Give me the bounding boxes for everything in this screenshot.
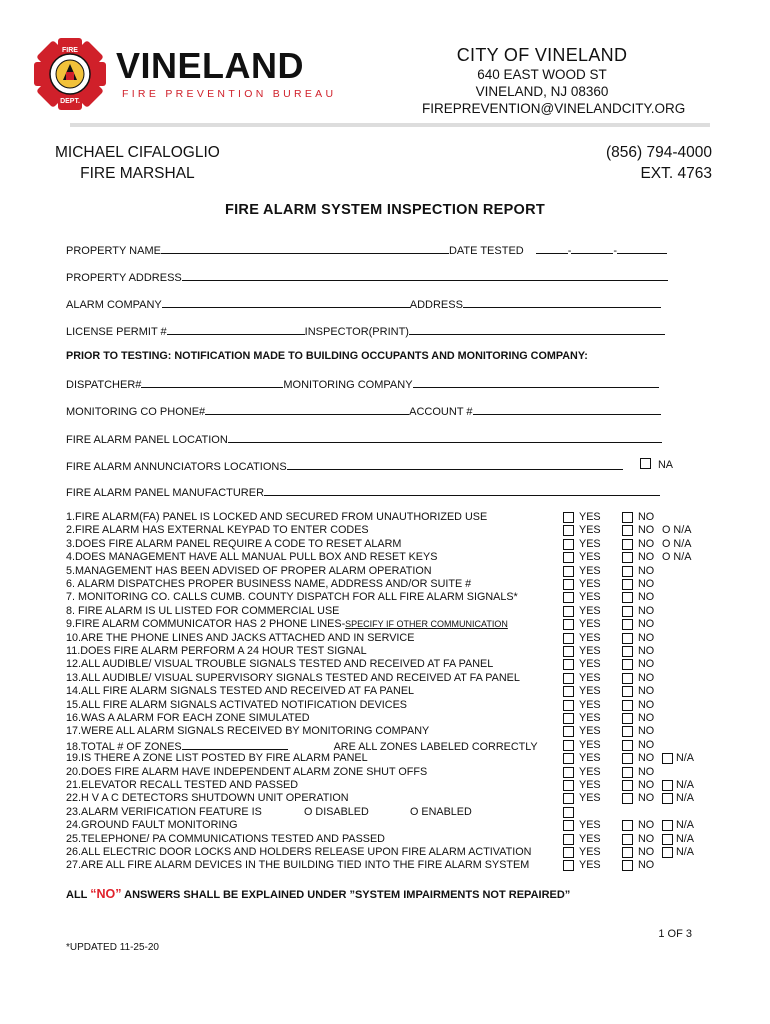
yes-checkbox[interactable] (563, 646, 574, 657)
marshal-name: MICHAEL CIFALOGLIO (55, 144, 220, 161)
question-row (66, 685, 414, 697)
no-label: NO (638, 792, 655, 804)
question-row (66, 779, 298, 791)
yes-checkbox[interactable] (563, 633, 574, 644)
no-label: NO (638, 605, 655, 617)
question-row (66, 739, 538, 753)
yes-label: YES (579, 819, 601, 831)
phone-number: (856) 794-4000 (606, 144, 712, 161)
yes-label: YES (579, 632, 601, 644)
no-checkbox[interactable] (622, 525, 633, 536)
yes-label: YES (579, 779, 601, 791)
license-permit-field[interactable] (167, 324, 305, 335)
yes-label: YES (579, 833, 601, 845)
yes-checkbox[interactable] (563, 753, 574, 764)
no-label: NO (638, 632, 655, 644)
no-label: NO (638, 672, 655, 684)
panel-location-label: FIRE ALARM PANEL LOCATION (66, 434, 228, 446)
no-checkbox[interactable] (622, 860, 633, 871)
question-row (66, 792, 349, 804)
manufacturer-label: FIRE ALARM PANEL MANUFACTURER (66, 487, 265, 499)
yes-checkbox[interactable] (563, 847, 574, 858)
question-text: 15.ALL FIRE ALARM SIGNALS ACTIVATED NOTIFICATION DEVICES (66, 699, 407, 711)
question-row (66, 819, 238, 831)
account-label: ACCOUNT # (409, 406, 473, 418)
question-text: 2.FIRE ALARM HAS EXTERNAL KEYPAD TO ENTER CODES (66, 524, 369, 536)
yes-label: YES (579, 792, 601, 804)
annunciators-field[interactable] (287, 459, 623, 470)
yes-label: YES (579, 591, 601, 603)
question-row (66, 833, 385, 845)
question-row (66, 645, 367, 657)
yes-checkbox[interactable] (563, 606, 574, 617)
question-tail: ARE ALL ZONES LABELED CORRECTLY (333, 741, 538, 753)
no-checkbox[interactable] (622, 753, 633, 764)
yes-checkbox[interactable] (563, 726, 574, 737)
yes-label: YES (579, 578, 601, 590)
question-text: 8. FIRE ALARM IS UL LISTED FOR COMMERCIAL USE (66, 605, 340, 617)
question-row (66, 806, 472, 818)
no-label: NO (638, 551, 655, 563)
property-address-label: PROPERTY ADDRESS (66, 272, 182, 284)
yes-checkbox[interactable] (563, 619, 574, 630)
no-checkbox[interactable] (622, 659, 633, 670)
question-row (66, 712, 310, 724)
yes-label: YES (579, 658, 601, 670)
na-label: N/A (676, 846, 694, 858)
question-text: 14.ALL FIRE ALARM SIGNALS TESTED AND RECEIVED AT FA PANEL (66, 685, 415, 697)
yes-checkbox[interactable] (563, 566, 574, 577)
question-text: 7. MONITORING CO. CALLS CUMB. COUNTY DISPATCH FOR ALL FIRE ALARM SIGNALS* (66, 591, 518, 603)
address-label: ADDRESS (409, 299, 463, 311)
yes-label: YES (579, 712, 601, 724)
question-row (66, 658, 493, 670)
question-text: 3.DOES FIRE ALARM PANEL REQUIRE A CODE TO RESET ALARM (66, 538, 402, 550)
question-row (66, 605, 339, 617)
yes-checkbox[interactable] (563, 767, 574, 778)
no-label: NO (638, 645, 655, 657)
question-text: 22.H V A C DETECTORS SHUTDOWN UNIT OPERATION (66, 792, 349, 804)
question-text: 21.ELEVATOR RECALL TESTED AND PASSED (66, 779, 299, 791)
no-checkbox[interactable] (622, 834, 633, 845)
question-row (66, 511, 487, 523)
footer-note (66, 887, 570, 901)
yes-label: YES (579, 511, 601, 523)
question-text: 24.GROUND FAULT MONITORING (66, 819, 238, 831)
question-text: 18.TOTAL # OF ZONES (66, 741, 182, 753)
na-circle-option: O N/A (662, 524, 692, 536)
no-checkbox[interactable] (622, 740, 633, 751)
no-checkbox[interactable] (622, 592, 633, 603)
na-checkbox[interactable] (662, 793, 673, 804)
panel-location-field[interactable] (228, 432, 662, 443)
fire-department-logo (32, 36, 108, 112)
marshal-block (55, 142, 220, 184)
question-row (66, 752, 368, 764)
no-checkbox[interactable] (622, 793, 633, 804)
no-checkbox[interactable] (622, 606, 633, 617)
question-text: 23.ALARM VERIFICATION FEATURE IS (66, 806, 262, 818)
verification-enabled-option[interactable]: O ENABLED (410, 806, 472, 818)
yes-checkbox[interactable] (563, 512, 574, 523)
no-label: NO (638, 685, 655, 697)
no-label: NO (638, 739, 655, 751)
yes-label: YES (579, 699, 601, 711)
monitoring-company-field[interactable] (413, 377, 659, 388)
yes-checkbox[interactable] (563, 539, 574, 550)
na-label: N/A (676, 819, 694, 831)
no-checkbox[interactable] (622, 579, 633, 590)
question-text: 6. ALARM DISPATCHES PROPER BUSINESS NAME, ADDRESS AND/OR SUITE # (66, 578, 472, 590)
property-address-field[interactable] (182, 270, 668, 281)
yes-label: YES (579, 859, 601, 871)
question-row (66, 578, 471, 590)
yes-checkbox[interactable] (563, 793, 574, 804)
prior-notification-note: PRIOR TO TESTING: NOTIFICATION MADE TO BUILDING OCCUPANTS AND MONITORING COMPANY: (66, 350, 588, 362)
question-text: 19.IS THERE A ZONE LIST POSTED BY FIRE ALARM PANEL (66, 752, 368, 764)
no-label: NO (638, 578, 655, 590)
yes-label: YES (579, 565, 601, 577)
annunciators-label: FIRE ALARM ANNUNCIATORS LOCATIONS (66, 461, 287, 473)
question-spec: SPECIFY IF OTHER COMMUNICATION (345, 619, 508, 629)
yes-label: YES (579, 725, 601, 737)
alarm-company-label: ALARM COMPANY (66, 299, 162, 311)
no-checkbox[interactable] (622, 780, 633, 791)
no-checkbox[interactable] (622, 566, 633, 577)
inspector-label: INSPECTOR(PRINT) (304, 326, 409, 338)
na-label: N/A (676, 792, 694, 804)
alarm-company-row (66, 297, 661, 311)
yes-checkbox[interactable] (563, 807, 574, 818)
no-label: NO (638, 779, 655, 791)
date-tested-label: DATE TESTED (448, 245, 524, 257)
na-circle-option: O N/A (662, 538, 692, 550)
question-text: 26.ALL ELECTRIC DOOR LOCKS AND HOLDERS RELEASE UPON FIRE ALARM ACTIVATION (66, 846, 532, 858)
na-label: N/A (676, 752, 694, 764)
na-checkbox[interactable] (662, 834, 673, 845)
no-checkbox[interactable] (622, 726, 633, 737)
no-label: NO (638, 859, 655, 871)
yes-label: YES (579, 685, 601, 697)
address-line-1: 640 EAST WOOD ST (477, 67, 607, 82)
yes-label: YES (579, 524, 601, 536)
no-label: NO (638, 565, 655, 577)
no-checkbox[interactable] (622, 767, 633, 778)
zones-total-field[interactable] (182, 739, 288, 750)
address-line-2: VINELAND, NJ 08360 (475, 84, 609, 99)
annunciators-na-label: NA (658, 459, 673, 471)
panel-location-row (66, 432, 662, 446)
footer-rest: ANSWERS SHALL BE EXPLAINED UNDER ”SYSTEM IMPAIRMENTS NOT REPAIRED” (121, 889, 571, 901)
email: FIREPREVENTION@VINELANDCITY.ORG (422, 101, 686, 116)
address-field[interactable] (463, 297, 661, 308)
question-row (66, 538, 401, 550)
dispatcher-label: DISPATCHER# (66, 379, 142, 391)
no-label: NO (638, 658, 655, 670)
no-checkbox[interactable] (622, 646, 633, 657)
footer-all: ALL (66, 889, 91, 901)
no-label: NO (638, 725, 655, 737)
manufacturer-row (66, 485, 660, 499)
no-label: NO (638, 538, 655, 550)
yes-checkbox[interactable] (563, 592, 574, 603)
question-text: 11.DOES FIRE ALARM PERFORM A 24 HOUR TEST SIGNAL (66, 645, 367, 657)
no-label: NO (638, 618, 655, 630)
question-row (66, 618, 508, 630)
question-text: 5.MANAGEMENT HAS BEEN ADVISED OF PROPER ALARM OPERATION (66, 565, 432, 577)
license-permit-label: LICENSE PERMIT # (66, 326, 167, 338)
logo-top-text: FIRE (62, 47, 78, 54)
date-day-field[interactable] (571, 243, 613, 254)
no-label: NO (638, 511, 655, 523)
no-checkbox[interactable] (622, 633, 633, 644)
no-label: NO (638, 591, 655, 603)
yes-checkbox[interactable] (563, 686, 574, 697)
no-checkbox[interactable] (622, 512, 633, 523)
yes-label: YES (579, 551, 601, 563)
question-row (66, 672, 520, 684)
question-text: 12.ALL AUDIBLE/ VISUAL TROUBLE SIGNALS TESTED AND RECEIVED AT FA PANEL (66, 658, 494, 670)
question-text: 1.FIRE ALARM(FA) PANEL IS LOCKED AND SECURED FROM UNAUTHORIZED USE (66, 511, 488, 523)
inspector-field[interactable] (409, 324, 665, 335)
no-checkbox[interactable] (622, 539, 633, 550)
property-name-field[interactable] (161, 243, 449, 254)
question-text: 10.ARE THE PHONE LINES AND JACKS ATTACHED AND IN SERVICE (66, 632, 415, 644)
verification-disabled-option[interactable]: O DISABLED (304, 806, 369, 818)
property-address-row (66, 270, 668, 284)
no-checkbox[interactable] (622, 820, 633, 831)
no-label: NO (638, 846, 655, 858)
yes-checkbox[interactable] (563, 579, 574, 590)
monitoring-phone-field[interactable] (205, 404, 409, 415)
monitoring-company-label: MONITORING COMPANY (283, 379, 413, 391)
question-text: 27.ARE ALL FIRE ALARM DEVICES IN THE BUILDING TIED INTO THE FIRE ALARM SYSTEM (66, 859, 530, 871)
no-checkbox[interactable] (622, 713, 633, 724)
question-row (66, 524, 369, 536)
question-row (66, 632, 414, 644)
brand-name: VINELAND (116, 45, 305, 86)
no-checkbox[interactable] (622, 552, 633, 563)
manufacturer-field[interactable] (264, 485, 660, 496)
question-text: 20.DOES FIRE ALARM HAVE INDEPENDENT ALARM ZONE SHUT OFFS (66, 766, 428, 778)
alarm-company-field[interactable] (162, 297, 410, 308)
question-row (66, 846, 531, 858)
question-text: 17.WERE ALL ALARM SIGNALS RECEIVED BY MONITORING COMPANY (66, 725, 430, 737)
monitoring-phone-row (66, 404, 661, 418)
na-label: N/A (676, 779, 694, 791)
yes-checkbox[interactable] (563, 780, 574, 791)
report-title: FIRE ALARM SYSTEM INSPECTION REPORT (224, 202, 546, 218)
dispatcher-row (66, 377, 659, 391)
yes-checkbox[interactable] (563, 860, 574, 871)
yes-checkbox[interactable] (563, 713, 574, 724)
yes-checkbox[interactable] (563, 820, 574, 831)
yes-checkbox[interactable] (563, 700, 574, 711)
page-number: 1 OF 3 (658, 928, 692, 940)
city-address-block (422, 44, 686, 117)
annunciators-row (66, 459, 623, 473)
no-label: NO (638, 712, 655, 724)
na-checkbox[interactable] (662, 780, 673, 791)
question-row (66, 766, 427, 778)
yes-checkbox[interactable] (563, 673, 574, 684)
no-label: NO (638, 699, 655, 711)
marshal-title: FIRE MARSHAL (80, 165, 195, 182)
yes-label: YES (579, 766, 601, 778)
no-label: NO (638, 833, 655, 845)
footer-no: “NO” (90, 887, 122, 901)
question-row (66, 551, 437, 563)
question-row (66, 699, 407, 711)
header-divider (70, 123, 710, 127)
yes-label: YES (579, 739, 601, 751)
updated-date: *UPDATED 11-25-20 (66, 942, 159, 953)
property-name-row (66, 243, 667, 257)
account-field[interactable] (473, 404, 661, 415)
phone-ext: EXT. 4763 (640, 165, 712, 182)
no-checkbox[interactable] (622, 847, 633, 858)
question-row (66, 859, 529, 871)
yes-label: YES (579, 605, 601, 617)
property-name-label: PROPERTY NAME (66, 245, 161, 257)
dispatcher-field[interactable] (141, 377, 283, 388)
question-row (66, 591, 518, 603)
yes-label: YES (579, 645, 601, 657)
no-checkbox[interactable] (622, 700, 633, 711)
city-name: CITY OF VINELAND (456, 45, 628, 65)
yes-label: YES (579, 752, 601, 764)
date-month-field[interactable] (536, 243, 568, 254)
yes-checkbox[interactable] (563, 552, 574, 563)
date-year-field[interactable] (617, 243, 667, 254)
yes-checkbox[interactable] (563, 525, 574, 536)
na-checkbox[interactable] (662, 847, 673, 858)
no-label: NO (638, 524, 655, 536)
phone-block (606, 142, 712, 184)
yes-label: YES (579, 538, 601, 550)
no-checkbox[interactable] (622, 686, 633, 697)
question-row (66, 565, 432, 577)
date-separator: - (567, 245, 572, 257)
monitoring-phone-label: MONITORING CO PHONE# (66, 406, 206, 418)
yes-label: YES (579, 672, 601, 684)
yes-checkbox[interactable] (563, 659, 574, 670)
yes-label: YES (579, 618, 601, 630)
no-checkbox[interactable] (622, 673, 633, 684)
date-separator: - (613, 245, 618, 257)
question-row (66, 725, 429, 737)
logo-bottom-text: DEPT. (60, 98, 80, 105)
question-text: 4.DOES MANAGEMENT HAVE ALL MANUAL PULL BOX AND RESET KEYS (66, 551, 438, 563)
na-circle-option: O N/A (662, 551, 692, 563)
question-text: 9.FIRE ALARM COMMUNICATOR HAS 2 PHONE LINES- (66, 618, 346, 630)
annunciators-na-checkbox[interactable] (640, 458, 651, 469)
question-text: 16.WAS A ALARM FOR EACH ZONE SIMULATED (66, 712, 310, 724)
no-checkbox[interactable] (622, 619, 633, 630)
na-checkbox[interactable] (662, 820, 673, 831)
yes-checkbox[interactable] (563, 740, 574, 751)
license-row (66, 324, 665, 338)
no-label: NO (638, 752, 655, 764)
no-label: NO (638, 766, 655, 778)
na-label: N/A (676, 833, 694, 845)
na-checkbox[interactable] (662, 753, 673, 764)
no-label: NO (638, 819, 655, 831)
brand-subtitle: FIRE PREVENTION BUREAU (122, 88, 337, 100)
question-text: 25.TELEPHONE/ PA COMMUNICATIONS TESTED AND PASSED (66, 833, 385, 845)
yes-label: YES (579, 846, 601, 858)
yes-checkbox[interactable] (563, 834, 574, 845)
question-text: 13.ALL AUDIBLE/ VISUAL SUPERVISORY SIGNALS TESTED AND RECEIVED AT FA PANEL (66, 672, 520, 684)
